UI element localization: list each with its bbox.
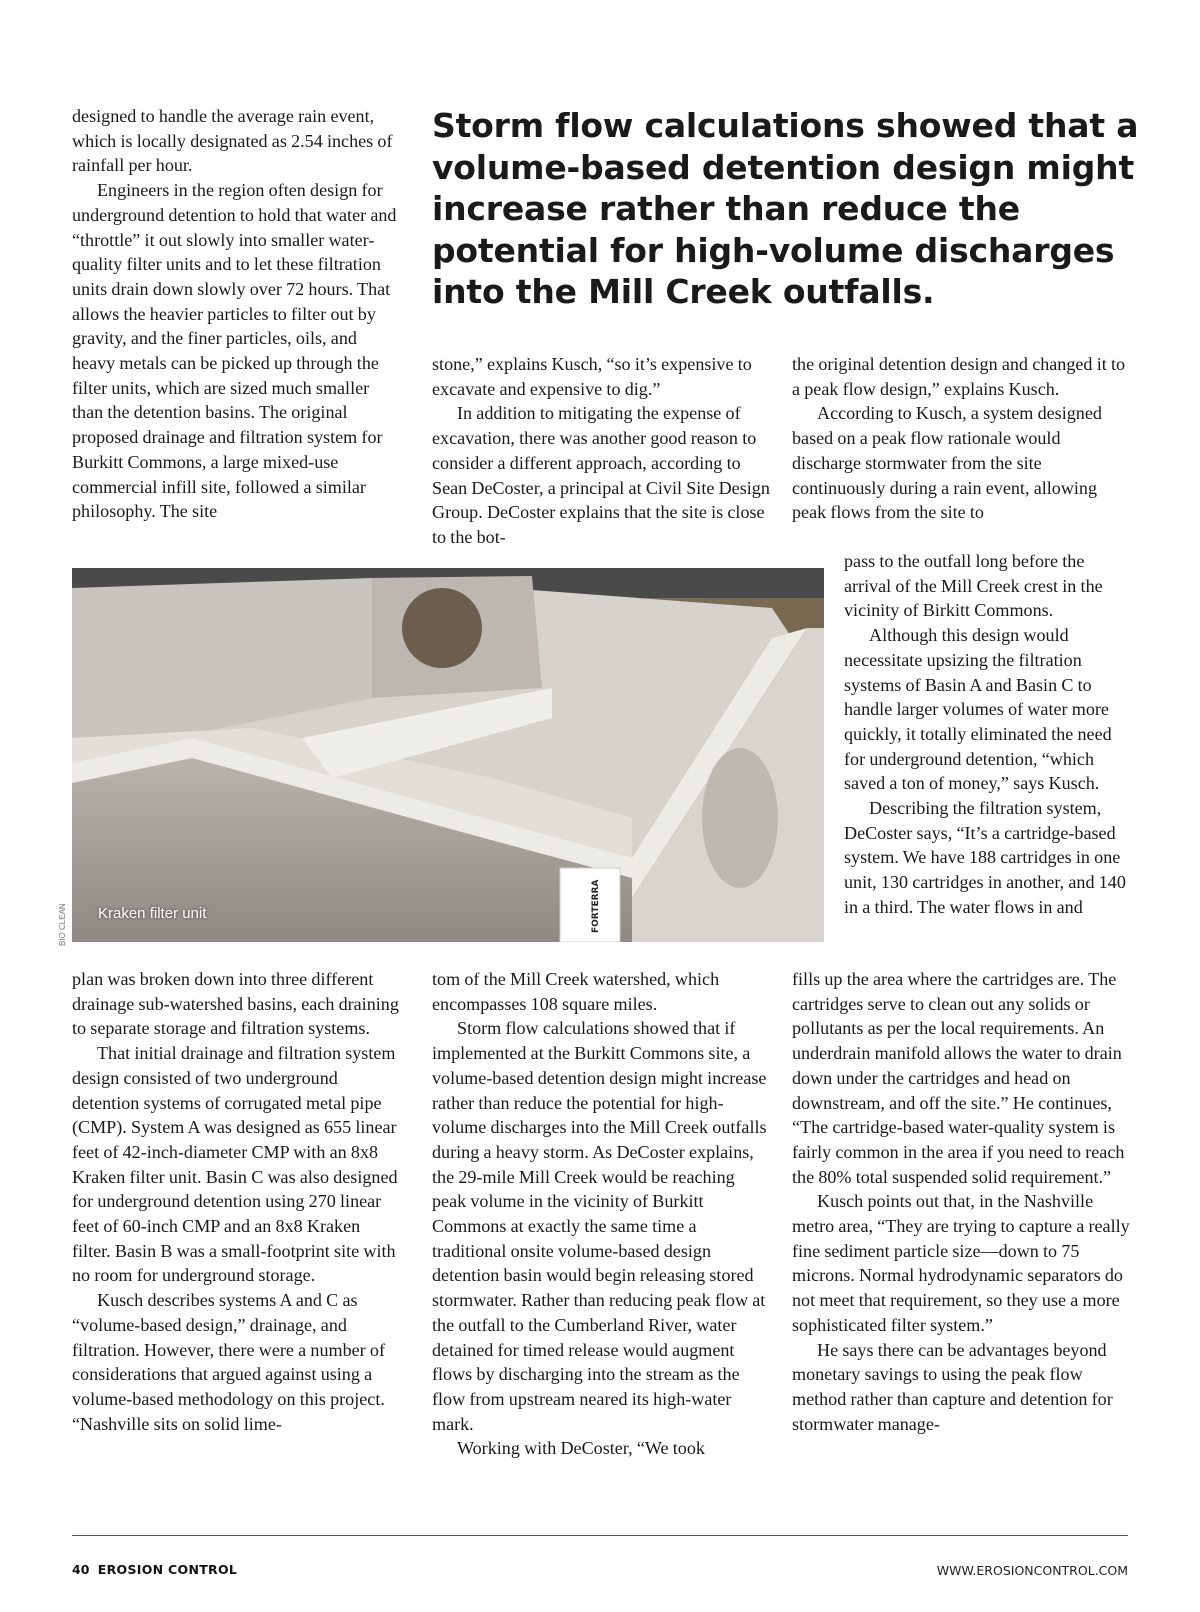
page-number: 40 [72, 1562, 90, 1577]
column-3-middle [844, 549, 1134, 920]
paragraph: Although this design would necessitate upsizing the filtration systems of Basin A and Basin C to handle larger volumes of water more quickly, it totally eliminated the need for underground detention, “which saved a ton of money,” says Kusch. [844, 625, 1112, 794]
footer-folio [72, 1562, 237, 1577]
pull-quote: Storm flow calculations showed that a volume-based detention design might increase rather than reduce the potential for high-volume discharges into the Mill Creek outfalls. [432, 106, 1139, 311]
column-1-bottom [72, 967, 402, 1436]
photo-credit: BIO CLEAN [58, 903, 67, 946]
paragraph: Engineers in the region often design for underground detention to hold that water and “throttle” it out slowly into smaller water-quality filter units and to let these filtration units drain down slowly over 72 hours. That allows the heavier particles to filter out by gravity, and the finer particles, oils, and heavy metals can be picked up through the filter units, which are sized much smaller than the detention basins. The original proposed drainage and filtration system for Burkitt Commons, a large mixed-use commercial infill site, followed a similar philosophy. The site [72, 180, 397, 522]
filter-unit-illustration [72, 568, 824, 942]
column-2-bottom [432, 967, 772, 1461]
photo-caption: Kraken filter unit [98, 905, 207, 922]
paragraph: Working with DeCoster, “We took [457, 1438, 705, 1459]
paragraph: fills up the area where the cartridges are. The cartridges serve to clean out any solids or pollutants as per the local requirements. An underdrain manifold allows the water to drain down under the cartridges and head on downstream, and off the site.” He continues, “The cartridge-based water-quality system is fairly common in the area if you need to reach the 80% total suspended solid requirement.” [792, 969, 1125, 1187]
paragraph: According to Kusch, a system designed based on a peak flow rationale would discharge stormwater from the site continuously during a rain event, allowing peak flows from the site to [792, 403, 1102, 523]
paragraph: stone,” explains Kusch, “so it’s expensive to excavate and expensive to dig.” [432, 354, 752, 399]
column-3-bottom [792, 967, 1132, 1436]
footer-rule [72, 1535, 1128, 1536]
paragraph: plan was broken down into three different drainage sub-watershed basins, each draining to separate storage and filtration systems. [72, 969, 399, 1039]
column-1-top [72, 104, 402, 524]
paragraph: Kusch points out that, in the Nashville metro area, “They are trying to capture a really fine sediment particle size—down to 75 microns. Normal hydrodynamic separators do not meet that requirement, so they use a more sophisticated filter system.” [792, 1191, 1130, 1335]
magazine-title: EROSION CONTROL [97, 1562, 238, 1577]
paragraph: pass to the outfall long before the arrival of the Mill Creek crest in the vicinity of Birkitt Commons. [844, 551, 1103, 621]
paragraph: Storm flow calculations showed that if implemented at the Burkitt Commons site, a volume-based detention design might increase rather than reduce the potential for high-volume discharges into the Mill Creek outfalls during a heavy storm. As DeCoster explains, the 29-mile Mill Creek would be reaching peak volume in the vicinity of Burkitt Commons at exactly the same time a traditional onsite volume-based design detention basin would begin releasing stored stormwater. Rather than reducing peak flow at the outfall to the Cumberland River, water detained for timed release would augment flows by discharging into the stream as the flow from upstream neared its high-water mark. [432, 1018, 767, 1434]
forterra-stamp: FORTERRA [591, 879, 601, 933]
column-2-top [432, 352, 772, 550]
paragraph: In addition to mitigating the expense of excavation, there was another good reason to consider a different approach, according to Sean DeCoster, a principal at Civil Site Design Group. DeCoster explains that the site is close to the bot- [432, 403, 770, 547]
kraken-filter-photo [72, 568, 824, 942]
column-3-top [792, 352, 1132, 525]
paragraph: tom of the Mill Creek watershed, which encompasses 108 square miles. [432, 969, 720, 1014]
paragraph: the original detention design and changed it to a peak flow design,” explains Kusch. [792, 354, 1126, 399]
paragraph: Kusch describes systems A and C as “volume-based design,” drainage, and filtration. However, there were a number of considerations that argued against using a volume-based methodology on this project. “Nashville sits on solid lime- [72, 1290, 385, 1434]
paragraph: Describing the filtration system, DeCoster says, “It’s a cartridge-based system. We have 188 cartridges in one unit, 130 cartridges in another, and 140 in a third. The water flows in and [844, 798, 1126, 917]
paragraph: designed to handle the average rain event, which is locally designated as 2.54 inches of rainfall per hour. [72, 106, 393, 176]
paragraph: That initial drainage and filtration system design consisted of two underground detention systems of corrugated metal pipe (CMP). System A was designed as 655 linear feet of 42-inch-diameter CMP with an 8x8 Kraken filter unit. Basin C was also designed for underground detention using 270 linear feet of 60-inch CMP and an 8x8 Kraken filter. Basin B was a small-footprint site with no room for underground storage. [72, 1043, 398, 1286]
paragraph: He says there can be advantages beyond monetary savings to using the peak flow method rather than capture and detention for stormwater manage- [792, 1339, 1113, 1434]
footer-url: WWW.EROSIONCONTROL.COM [936, 1563, 1128, 1578]
